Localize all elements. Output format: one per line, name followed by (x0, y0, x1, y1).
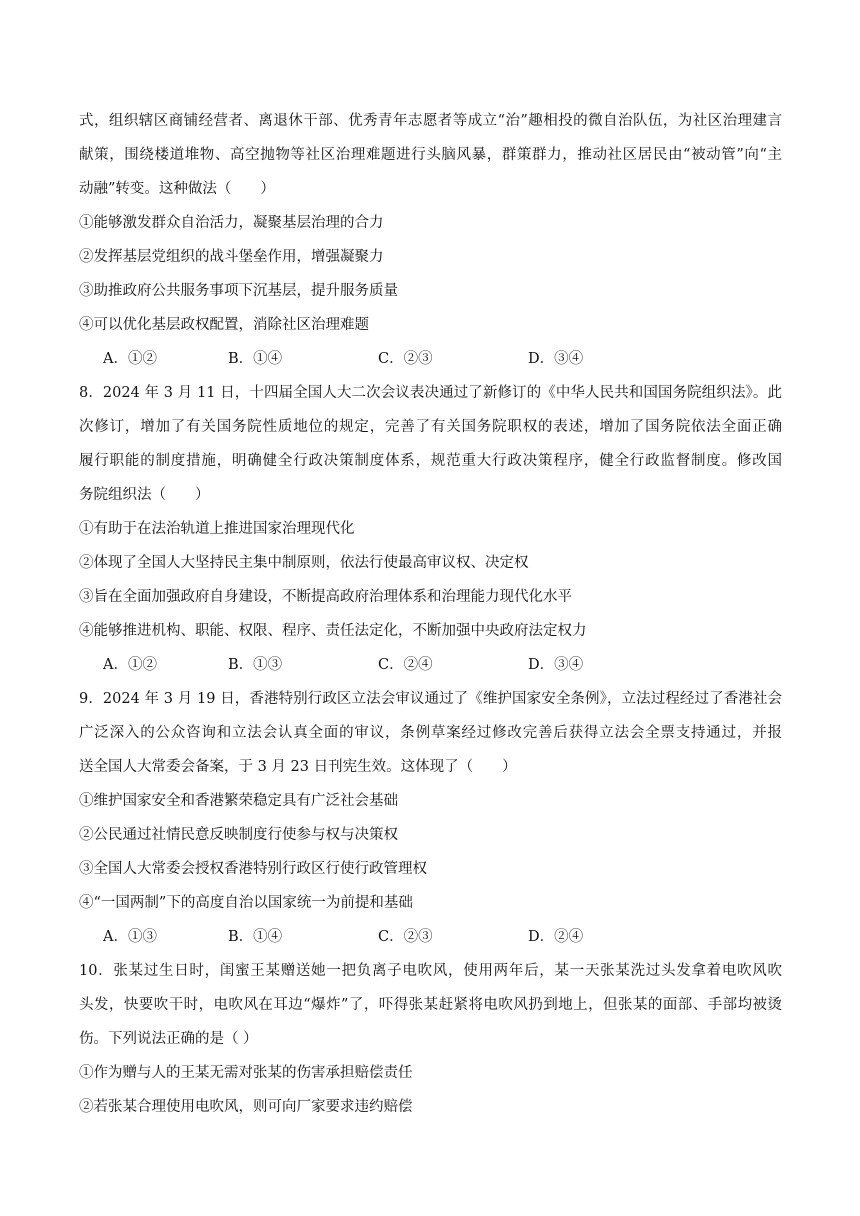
q9-stem-line-1: 9．2024 年 3 月 19 日，香港特别行政区立法会审议通过了《维护国家安全条例》，立法过程经过了香港社会 (79, 691, 782, 707)
q7-option-a[interactable]: A．①② (103, 351, 157, 367)
q8-item-4: ④能够推进机构、职能、权限、程序、责任法定化，不断加强中央政府法定权力 (79, 623, 587, 639)
q7-stem-line-2: 献策，围绕楼道堆物、高空抛物等社区治理难题进行头脑风暴，群策群力，推动社区居民由“被动管”向“主 (79, 147, 782, 163)
q7-item-3: ③助推政府公共服务事项下沉基层，提升服务质量 (79, 283, 398, 299)
q9-item-3: ③全国人大常委会授权香港特别行政区行使行政管理权 (79, 861, 427, 877)
q10-stem-line-1: 10．张某过生日时，闺蜜王某赠送她一把负离子电吹风，使用两年后，某一天张某洗过头发拿着电吹风吹 (79, 963, 782, 979)
q9-stem-line-3: 送全国人大常委会备案，于 3 月 23 日刊宪生效。这体现了（ ） (79, 759, 517, 775)
q10-item-1: ①作为赠与人的王某无需对张某的伤害承担赔偿责任 (79, 1065, 413, 1081)
q7-option-c[interactable]: C．②③ (378, 351, 433, 367)
q7-stem-line-1: 式，组织辖区商铺经营者、离退休干部、优秀青年志愿者等成立“治”趣相投的微自治队伍，为社区治理建言 (79, 113, 782, 129)
q8-stem-line-4: 务院组织法（ ） (79, 487, 210, 503)
q9-option-d[interactable]: D．②④ (528, 929, 584, 945)
q8-stem-line-2: 次修订，增加了有关国务院性质地位的规定，完善了有关国务院职权的表述，增加了国务院依法全面正确 (79, 419, 782, 435)
q7-stem-line-3: 动融”转变。这种做法（ ） (79, 181, 275, 197)
q7-item-1: ①能够激发群众自治活力，凝聚基层治理的合力 (79, 215, 384, 231)
q7-item-2: ②发挥基层党组织的战斗堡垒作用，增强凝聚力 (79, 249, 384, 265)
q8-item-2: ②体现了全国人大坚持民主集中制原则，依法行使最高审议权、决定权 (79, 555, 529, 571)
q9-option-c[interactable]: C．②③ (378, 929, 433, 945)
q9-option-b[interactable]: B．①④ (228, 929, 283, 945)
q9-option-a[interactable]: A．①③ (103, 929, 157, 945)
q8-stem-line-3: 履行职能的制度措施，明确健全行政决策制度体系，规范重大行政决策程序，健全行政监督制度。修改国 (79, 453, 782, 469)
q8-item-1: ①有助于在法治轨道上推进国家治理现代化 (79, 521, 355, 537)
q8-option-a[interactable]: A．①② (103, 657, 157, 673)
q8-option-b[interactable]: B．①③ (228, 657, 283, 673)
q9-stem-line-2: 广泛深入的公众咨询和立法会认真全面的审议，条例草案经过修改完善后获得立法会全票支持通过，并报 (79, 725, 782, 741)
q9-item-2: ②公民通过社情民意反映制度行使参与权与决策权 (79, 827, 398, 843)
q8-option-d[interactable]: D．③④ (528, 657, 584, 673)
q10-stem-line-3: 伤。下列说法正确的是（ ） (79, 1031, 258, 1047)
q9-item-4: ④“一国两制”下的高度自治以国家统一为前提和基础 (79, 895, 413, 911)
q9-item-1: ①维护国家安全和香港繁荣稳定具有广泛社会基础 (79, 793, 398, 809)
q8-item-3: ③旨在全面加强政府自身建设，不断提高政府治理体系和治理能力现代化水平 (79, 589, 572, 605)
q8-stem-line-1: 8．2024 年 3 月 11 日，十四届全国人大二次会议表决通过了新修订的《中华人民共和国国务院组织法》。此 (79, 385, 782, 401)
q7-item-4: ④可以优化基层政权配置，消除社区治理难题 (79, 317, 369, 333)
q7-option-d[interactable]: D．③④ (528, 351, 584, 367)
q10-stem-line-2: 头发，快要吹干时，电吹风在耳边“爆炸”了，吓得张某赶紧将电吹风扔到地上，但张某的面部、手部均被烫 (79, 997, 782, 1013)
q8-option-c[interactable]: C．②④ (378, 657, 433, 673)
q7-option-b[interactable]: B．①④ (228, 351, 283, 367)
q10-item-2: ②若张某合理使用电吹风，则可向厂家要求违约赔偿 (79, 1099, 413, 1115)
